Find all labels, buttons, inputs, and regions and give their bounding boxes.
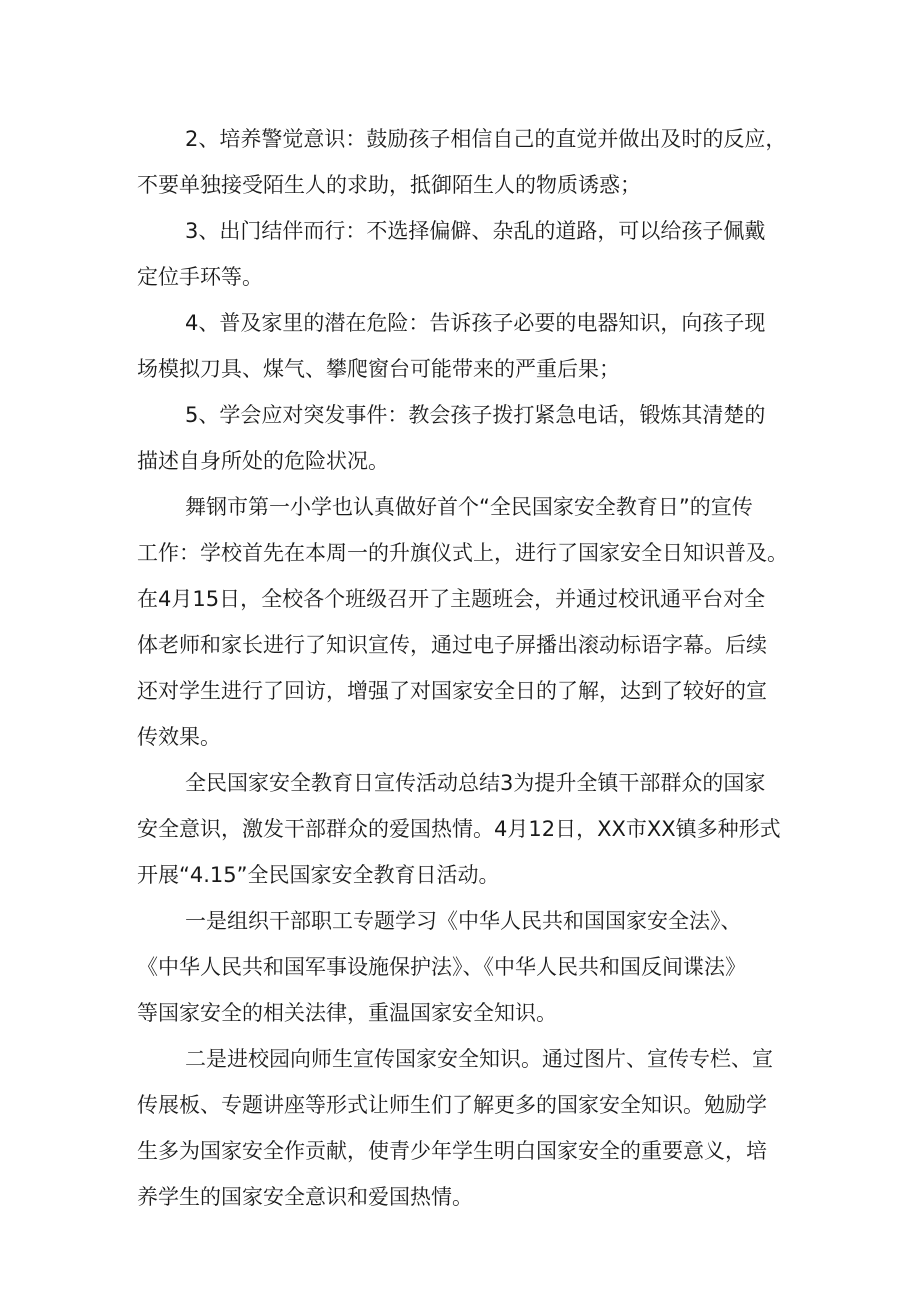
paragraph-item-5 <box>137 392 797 484</box>
paragraph-item-4 <box>137 300 797 392</box>
paragraph-line: 养学生的国家安全意识和爱国热情。 <box>137 1185 473 1209</box>
paragraph-summary-3 <box>137 760 797 898</box>
paragraph-point-1 <box>137 898 797 1036</box>
paragraph-line: 3、出门结伴而行：不选择偏僻、杂乱的道路，可以给孩子佩戴 <box>185 219 766 243</box>
paragraph-line: 舞钢市第一小学也认真做好首个“全民国家安全教育日”的宣传 <box>185 495 753 519</box>
paragraph-line: 传效果。 <box>137 725 221 749</box>
paragraph-item-3 <box>137 208 797 300</box>
paragraph-line: 2、培养警觉意识：鼓励孩子相信自己的直觉并做出及时的反应， <box>185 127 787 151</box>
paragraph-line: 在4月15日，全校各个班级召开了主题班会，并通过校讯通平台对全 <box>137 587 766 611</box>
paragraph-line: 安全意识，激发干部群众的爱国热情。4月12日，XX市XX镇多种形式 <box>137 817 781 841</box>
paragraph-line: 不要单独接受陌生人的求助，抵御陌生人的物质诱惑； <box>137 173 641 197</box>
paragraph-line: 还对学生进行了回访，增强了对国家安全日的了解，达到了较好的宣 <box>137 679 767 703</box>
paragraph-line: 开展“4.15”全民国家安全教育日活动。 <box>137 863 500 887</box>
document-body <box>137 116 797 1220</box>
paragraph-line: 描述自身所处的危险状况。 <box>137 449 389 473</box>
paragraph-line: 传展板、专题讲座等形式让师生们了解更多的国家安全知识。勉励学 <box>137 1093 767 1117</box>
paragraph-line: 二是进校园向师生宣传国家安全知识。通过图片、宣传专栏、宣 <box>185 1047 773 1071</box>
paragraph-line: 体老师和家长进行了知识宣传，通过电子屏播出滚动标语字幕。后续 <box>137 633 767 657</box>
paragraph-line: 工作：学校首先在本周一的升旗仪式上，进行了国家安全日知识普及。 <box>137 541 788 565</box>
paragraph-line: 生多为国家安全作贡献，使青少年学生明白国家安全的重要意义，培 <box>137 1139 767 1163</box>
paragraph-line: 5、学会应对突发事件：教会孩子拨打紧急电话，锻炼其清楚的 <box>185 403 766 427</box>
paragraph-line: 全民国家安全教育日宣传活动总结3为提升全镇干部群众的国家 <box>185 771 766 795</box>
paragraph-point-2 <box>137 1036 797 1220</box>
paragraph-item-2 <box>137 116 797 208</box>
paragraph-line: 一是组织干部职工专题学习《中华人民共和国国家安全法》、 <box>185 909 742 933</box>
paragraph-line: 等国家安全的相关法律，重温国家安全知识。 <box>137 1001 557 1025</box>
paragraph-line: 《中华人民共和国军事设施保护法》、《中华人民共和国反间谍法》 <box>137 955 746 979</box>
paragraph-wugang-school <box>137 484 797 760</box>
paragraph-line: 场模拟刀具、煤气、攀爬窗台可能带来的严重后果； <box>137 357 620 381</box>
paragraph-line: 4、普及家里的潜在危险：告诉孩子必要的电器知识，向孩子现 <box>185 311 766 335</box>
paragraph-line: 定位手环等。 <box>137 265 263 289</box>
